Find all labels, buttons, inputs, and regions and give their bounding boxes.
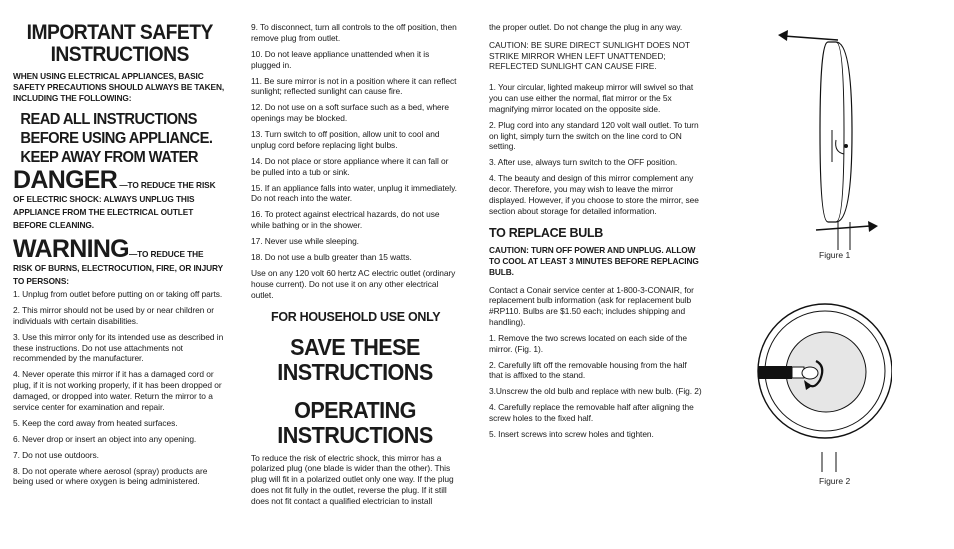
list-item: 4. The beauty and design of this mirror complement any decor. Therefore, you may wish to leave the mirror displayed. However, if you choose to store the mirror, see section about storage for detailed information. xyxy=(489,173,699,216)
list-item: 1. Your circular, lighted makeup mirror will swivel so that you can use either the normal, flat mirror or the 5x magnifying mirror located on the opposite side. xyxy=(489,82,694,114)
figure-1-illustration xyxy=(770,22,890,250)
operating-column xyxy=(489,22,702,445)
list-item: 12. Do not use on a soft surface such as a bed, where openings may be blocked. xyxy=(251,102,450,124)
operating-heading: OPERATING INSTRUCTIONS xyxy=(277,396,433,448)
list-item: 4. Never operate this mirror if it has a damaged cord or plug, if it is not working properly, if it has been dropped or damaged, or dropped into water. Return the mirror to a service center for examination and repair. xyxy=(13,369,222,412)
safety-intro: WHEN USING ELECTRICAL APPLIANCES, BASIC SAFETY PRECAUTIONS SHOULD ALWAYS BE TAKEN, INCLUDING THE FOLLOWING: xyxy=(13,71,225,103)
list-item: 14. Do not place or store appliance where it can fall or be pulled into a tub or sink. xyxy=(251,155,449,177)
continued-text: the proper outlet. Do not change the plug in any way. xyxy=(489,22,683,32)
mirror-housing xyxy=(820,42,852,222)
figure-2-illustration xyxy=(742,282,892,472)
safety-list-1 xyxy=(13,289,225,487)
warning-block xyxy=(13,237,225,287)
danger-word: DANGER xyxy=(13,166,118,194)
list-item: 1. Unplug from outlet before putting on or taking off parts. xyxy=(13,289,223,299)
figure-2-caption: Figure 2 xyxy=(819,476,851,486)
list-item: 3.Unscrew the old bulb and replace with new bulb. (Fig. 2) xyxy=(489,386,702,397)
list-item: 4. Carefully replace the removable half after aligning the screw holes to the fixed half. xyxy=(489,402,694,424)
rotate-arrow-bottom xyxy=(816,226,870,230)
list-item: 2. This mirror should not be used by or near children or individuals with certain disabilities. xyxy=(13,304,214,326)
list-item: 10. Do not leave appliance unattended when it is plugged in. xyxy=(251,48,430,70)
voltage-note: Use on any 120 volt 60 hertz AC electric outlet (ordinary house current). Do not use it on any other electrical outlet. xyxy=(251,268,456,300)
safety-column-2 xyxy=(251,22,459,512)
arrow-head-icon xyxy=(778,30,788,41)
save-heading: SAVE THESE INSTRUCTIONS xyxy=(277,333,433,385)
figure-1-caption: Figure 1 xyxy=(819,250,851,260)
list-item: 9. To disconnect, turn all controls to the off position, then remove plug from outlet. xyxy=(251,22,457,43)
list-item: 1. Remove the two screws located on each side of the mirror. (Fig. 1). xyxy=(489,332,688,354)
list-item: 2. Plug cord into any standard 120 volt wall outlet. To turn on light, simply turn the switch on the line cord to ON setting. xyxy=(489,119,699,152)
warning-word: WARNING xyxy=(13,235,129,263)
list-item: 6. Never drop or insert an object into any opening. xyxy=(13,433,197,444)
list-item: 17. Never use while sleeping. xyxy=(251,236,359,247)
list-item: 7. Do not use outdoors. xyxy=(13,449,99,460)
read-all-heading: READ ALL INSTRUCTIONS BEFORE USING APPLIANCE. xyxy=(20,111,213,147)
arrow-head-icon xyxy=(868,221,878,232)
list-item: 3. After use, always turn switch to the OFF position. xyxy=(489,157,678,168)
danger-block xyxy=(13,168,225,231)
safety-title: IMPORTANT SAFETY INSTRUCTIONS xyxy=(26,21,213,66)
list-item: 13. Turn switch to off position, allow unit to cool and unplug cord before replacing light bulbs. xyxy=(251,129,440,150)
replace-bulb-heading: TO REPLACE BULB xyxy=(489,225,604,240)
list-item: 5. Keep the cord away from heated surfaces. xyxy=(13,417,178,428)
bulb-caution: CAUTION: TURN OFF POWER AND UNPLUG. ALLOW TO COOL AT LEAST 3 MINUTES BEFORE REPLACING BULB. xyxy=(489,244,699,277)
warning-text: —TO REDUCE THE RISK OF BURNS, ELECTROCUTION, FIRE, OR INJURY TO PERSONS: xyxy=(13,249,223,286)
list-item: 15. If an appliance falls into water, unplug it immediately. Do not reach into the water. xyxy=(251,182,457,204)
danger-text: —TO REDUCE THE RISK OF ELECTRIC SHOCK: ALWAYS UNPLUG THIS APPLIANCE FROM THE ELECTRICAL OUTLET BEFORE CLEANING. xyxy=(13,180,216,230)
list-item: 16. To protect against electrical hazards, do not use while bathing or in the shower. xyxy=(251,209,440,231)
list-item: 11. Be sure mirror is not in a position where it can reflect sunlight; reflected sunlight can cause fire. xyxy=(251,75,457,97)
list-item: 2. Carefully lift off the removable housing from the half that is affixed to the stand. xyxy=(489,359,687,381)
list-item: 5. Insert screws into screw holes and tighten. xyxy=(489,429,654,440)
bulb-icon xyxy=(802,367,818,379)
contact-paragraph: Contact a Conair service center at 1-800-3-CONAIR, for replacement bulb information (ask for replacement bulb #RP110. Bulbs are $1.50 each; includes shipping and handling). xyxy=(489,284,694,327)
safety-column xyxy=(13,22,225,492)
rotate-arrow-top xyxy=(784,36,838,40)
polarized-paragraph: To reduce the risk of electric shock, this mirror has a polarized plug (one blade is wider than the other). This plug will fit in a polarized outlet only one way. If the plug does not fit fully in the outlet, reverse the plug. If it still does not fit contact a qualified electrician to install xyxy=(251,452,454,506)
sunlight-caution: CAUTION: BE SURE DIRECT SUNLIGHT DOES NOT STRIKE MIRROR WHEN LEFT UNATTENDED; REFLECTED SUNLIGHT CAN CAUSE FIRE. xyxy=(489,39,690,72)
list-item: 8. Do not operate where aerosol (spray) products are being used or where oxygen is being administered. xyxy=(13,465,208,487)
keep-away-heading: KEEP AWAY FROM WATER xyxy=(20,149,198,166)
bulb-socket xyxy=(758,366,792,379)
list-item: 3. Use this mirror only for its intended use as described in these instructions. Do not use attachments not recommended by the manufacturer. xyxy=(13,331,224,364)
household-heading: FOR HOUSEHOLD USE ONLY xyxy=(271,309,441,324)
screw-icon xyxy=(844,144,848,148)
list-item: 18. Do not use a bulb greater than 15 watts. xyxy=(251,252,412,263)
